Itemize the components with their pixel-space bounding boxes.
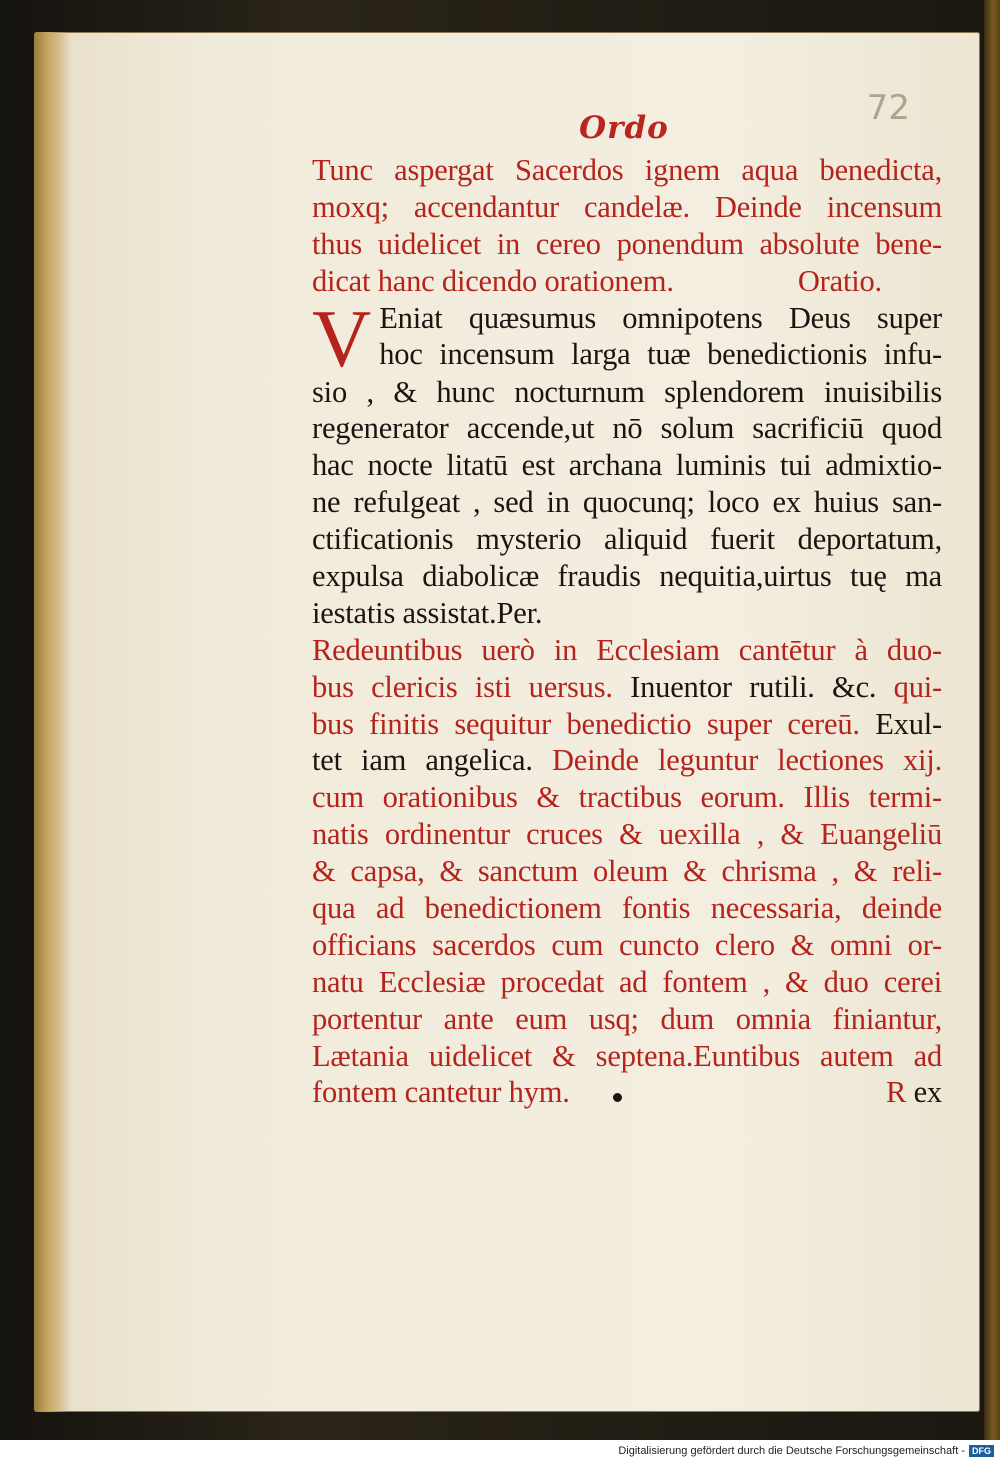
catchword-initial: R xyxy=(886,1075,907,1110)
prayer-line: regenerator accende,ut nō solum sacrificiū quod xyxy=(312,411,942,446)
rubric-text: dicat hanc dicendo orationem. xyxy=(312,263,674,298)
oratio-label: Oratio. xyxy=(797,263,882,298)
incipit-text: Exul- xyxy=(875,706,942,741)
rubric-line: & capsa, & sanctum oleum & chrisma , & reli- xyxy=(312,854,942,889)
prayer-line: ctificationis mysterio aliquid fuerit deportatum, xyxy=(312,522,942,557)
rubric-text: bus clericis isti uersus. xyxy=(312,669,613,704)
rubric-line: portentur ante eum usq; dum omnia finiantur, xyxy=(312,1001,942,1036)
page-number: 72 xyxy=(866,88,910,128)
last-line xyxy=(312,1074,942,1111)
initial-letter: V xyxy=(312,292,372,384)
rubric-line-oratio xyxy=(312,263,942,300)
incipit-text: tet iam angelica. xyxy=(312,743,533,778)
prayer xyxy=(312,292,942,632)
prayer-line: expulsa diabolicæ fraudis nequitia,uirtus tuę ma xyxy=(312,559,942,594)
rubric-line-mixed xyxy=(312,742,942,779)
rubric-line: natu Ecclesiæ procedat ad fontem , & duo cerei xyxy=(312,964,942,999)
catchword xyxy=(886,1074,942,1111)
prayer-line: hoc incensum larga tuæ benedictionis infu- xyxy=(379,337,942,372)
prayer-line: hac nocte litatū est archana luminis tui admixtio- xyxy=(312,448,942,483)
rubric-line: Lætania uidelicet & septena.Euntibus autem ad xyxy=(312,1038,942,1073)
prayer-line: iestatis assistat.Per. xyxy=(312,595,543,630)
rubric-line: qua ad benedictionem fontis necessaria, deinde xyxy=(312,891,942,926)
footer-credit: Digitalisierung gefördert durch die Deutsche Forschungsgemeinschaft - xyxy=(618,1445,965,1457)
incipit-text: Inuentor rutili. &c. xyxy=(630,669,877,704)
rubric-line: moxq; accendantur candelæ. Deinde incensum xyxy=(312,189,942,224)
footer xyxy=(0,1440,1000,1462)
rubric-text: bus finitis sequitur benedictio super cereū. xyxy=(312,706,860,741)
rubric-text: qui- xyxy=(893,669,942,704)
prayer-line: Eniat quæsumus omnipotens Deus super xyxy=(379,300,942,335)
running-head: Ordo xyxy=(579,110,669,146)
prayer-line: ne refulgeat , sed in quocunq; loco ex huius san- xyxy=(312,485,942,520)
page-gutter xyxy=(34,32,70,1412)
rubric-line: cum orationibus & tractibus eorum. Illis termi- xyxy=(312,780,942,815)
rubric-line: Redeuntibus uerò in Ecclesiam cantētur à duo- xyxy=(312,632,942,667)
dfg-logo: DFG xyxy=(969,1445,994,1457)
rubric-line-mixed xyxy=(312,669,942,706)
rubric-line: thus uidelicet in cereo ponendum absolute bene- xyxy=(312,226,942,261)
rubric-line: officians sacerdos cum cuncto clero & omni or- xyxy=(312,927,942,962)
bullet-mark xyxy=(613,1093,622,1102)
rubric-line-mixed xyxy=(312,706,942,743)
text-block xyxy=(312,108,942,1111)
rubric-text: fontem cantetur hym. xyxy=(312,1075,570,1110)
rubric-line: natis ordinentur cruces & uexilla , & Euangeliū xyxy=(312,817,942,852)
book-edge xyxy=(984,0,1000,1440)
catchword-text: ex xyxy=(913,1075,942,1110)
rubric-line: Tunc aspergat Sacerdos ignem aqua benedicta, xyxy=(312,153,942,187)
prayer-line: sio , & hunc nocturnum splendorem inuisibilis xyxy=(312,374,942,409)
rubric-text: Deinde leguntur lectiones xij. xyxy=(551,743,942,778)
